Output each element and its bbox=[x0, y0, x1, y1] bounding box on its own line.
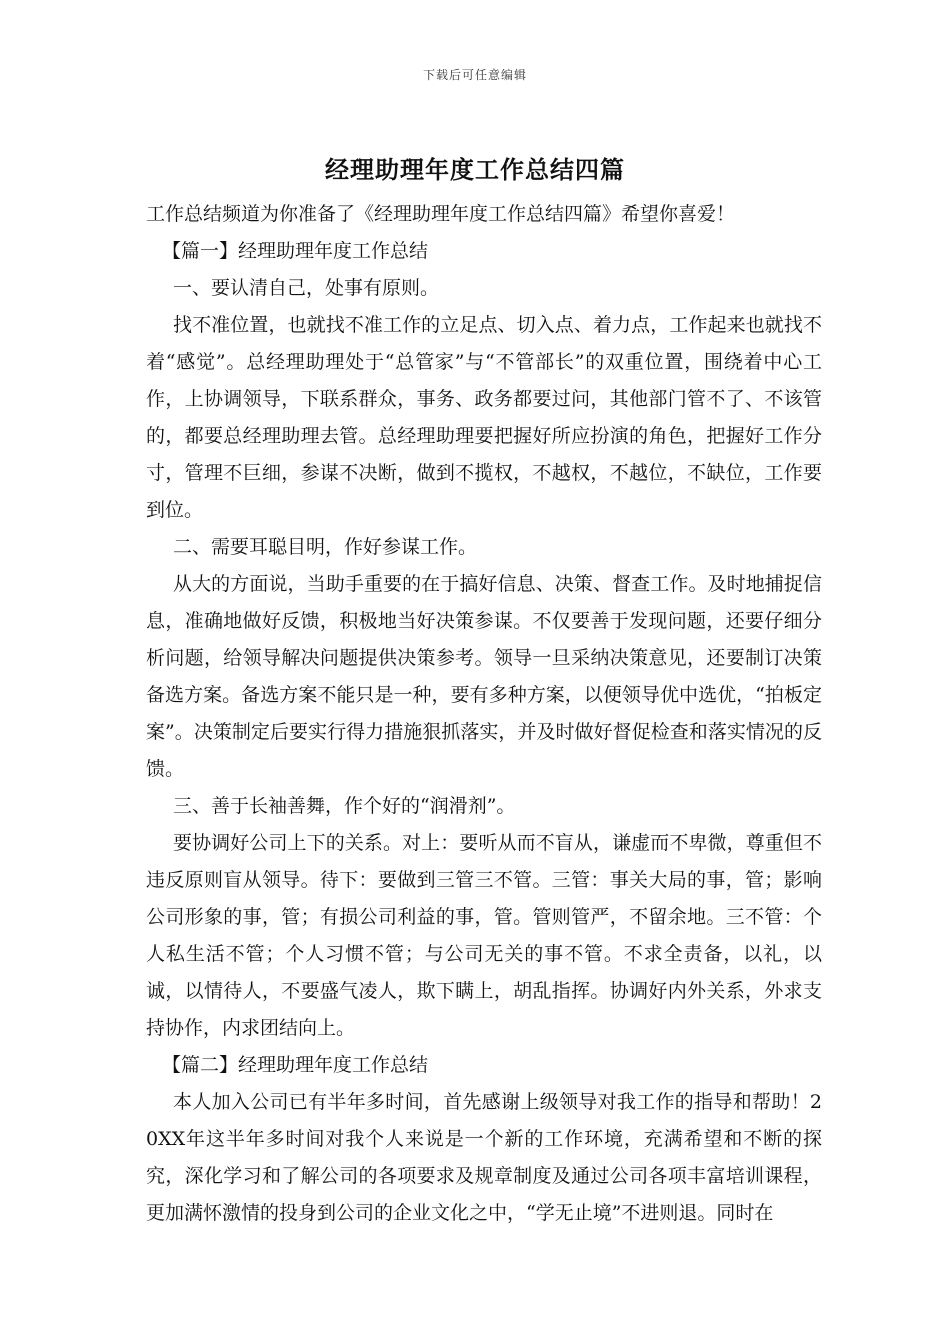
header-note: 下载后可任意编辑 bbox=[422, 68, 527, 82]
document-title: 经理助理年度工作总结四篇 bbox=[325, 155, 625, 184]
point-body: 从大的方面说，当助手重要的在于搞好信息、决策、督查工作。及时地捕捉信息，准确地做好反馈，积极地当好决策参谋。不仅要善于发现问题，还要仔细分析问题，给领导解决问题提供决策参考。领导一旦采纳决策意见，还要制订决策备选方案。备选方案不能只是一种，要有多种方案，以便领导优中选优，“拍板定案”。决策制定后要实行得力措施狠抓落实，并及时做好督促检查和落实情况的反馈。 bbox=[146, 573, 822, 780]
point-heading: 三、善于长袖善舞，作个好的“润滑剂”。 bbox=[173, 795, 516, 817]
point-heading: 二、需要耳聪目明，作好参谋工作。 bbox=[173, 536, 478, 558]
point-body: 要协调好公司上下的关系。对上：要听从而不盲从，谦虚而不卑微，尊重但不违反原则盲从领导。待下：要做到三管三不管。三管：事关大局的事，管；影响公司形象的事，管；有损公司利益的事，管。管则管严，不留余地。三不管：个人私生活不管；个人习惯不管；与公司无关的事不管。不求全责备，以礼，以诚，以情待人，不要盛气凌人，欺下瞒上，胡乱指挥。协调好内外关系，外求支持协作，内求团结向上。 bbox=[146, 832, 822, 1039]
section-body: 本人加入公司已有半年多时间，首先感谢上级领导对我工作的指导和帮助！20XX年这半年多时间对我个人来说是一个新的工作环境，充满希望和不断的探究，深化学习和了解公司的各项要求及规章制度及通过公司各项丰富培训课程，更加满怀激情的投身到公司的企业文化之中，“学无止境”不进则退。同时在 bbox=[146, 1091, 822, 1224]
point-body: 找不准位置，也就找不准工作的立足点、切入点、着力点，工作起来也就找不着“感觉”。总经理助理处于“总管家”与“不管部长”的双重位置，围绕着中心工作，上协调领导，下联系群众，事务、政务都要过问，其他部门管不了、不该管的，都要总经理助理去管。总经理助理要把握好所应扮演的角色，把握好工作分寸，管理不巨细，参谋不决断，做到不揽权，不越权，不越位，不缺位，工作要到位。 bbox=[146, 314, 822, 521]
document-body bbox=[146, 196, 822, 1232]
section-heading: 【篇二】经理助理年度工作总结 bbox=[162, 1054, 429, 1076]
section-heading: 【篇一】经理助理年度工作总结 bbox=[162, 240, 429, 262]
intro-paragraph: 工作总结频道为你准备了《经理助理年度工作总结四篇》希望你喜爱！ bbox=[146, 203, 736, 225]
point-heading: 一、要认清自己，处事有原则。 bbox=[173, 277, 440, 299]
